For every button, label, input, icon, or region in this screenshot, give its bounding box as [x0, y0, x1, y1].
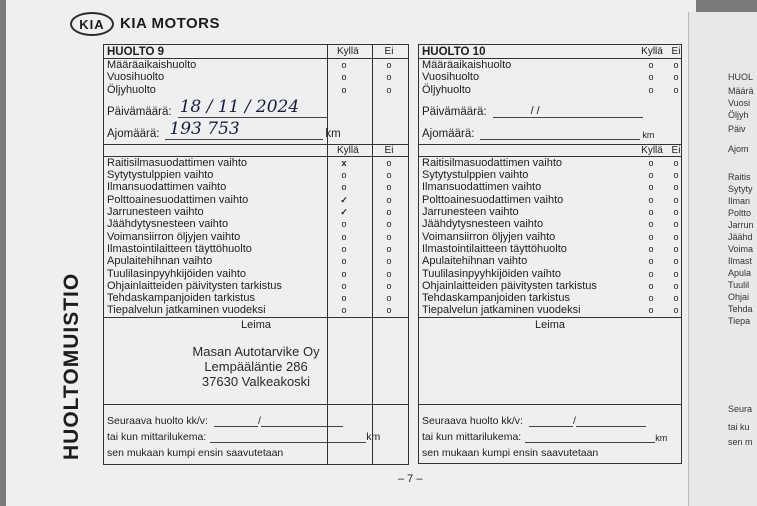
km-unit: km	[325, 127, 341, 140]
service-10-tasks	[419, 157, 681, 317]
service-9-panel	[103, 44, 409, 465]
next-mileage-field[interactable]	[210, 433, 366, 443]
task-row	[104, 194, 408, 206]
no-checkbox[interactable]: o	[673, 293, 679, 304]
next-service-row	[107, 411, 405, 427]
task-row	[104, 255, 408, 267]
edge-label: Öljyh	[728, 110, 749, 120]
no-checkbox[interactable]: o	[673, 280, 679, 291]
mileage-field	[104, 118, 408, 140]
no-checkbox[interactable]: o	[386, 231, 392, 242]
tasks-header	[419, 144, 681, 157]
no-checkbox[interactable]: o	[386, 60, 392, 70]
row-label: Jäähdytysnesteen vaihto	[422, 218, 544, 231]
edge-label: Seura	[728, 404, 753, 414]
no-header: Ei	[671, 144, 681, 156]
edge-label: Ilmast	[728, 256, 753, 266]
no-checkbox[interactable]: o	[386, 280, 392, 291]
mileage-line[interactable]	[480, 126, 640, 140]
mileage-label: Ajomäärä:	[422, 127, 475, 140]
row-label: Tehdaskampanjoiden tarkistus	[107, 292, 255, 305]
edge-label: Tehda	[728, 304, 753, 314]
yes-checkbox[interactable]: o	[341, 231, 347, 242]
row-label: Vuosihuolto	[422, 71, 480, 84]
no-checkbox[interactable]: o	[673, 256, 679, 267]
slash: /	[257, 414, 261, 427]
date-slashes: / /	[530, 104, 540, 117]
yes-checkbox[interactable]: o	[341, 280, 347, 291]
yes-checkbox[interactable]: o	[648, 293, 654, 304]
yes-checkbox[interactable]: o	[341, 72, 347, 83]
stamp-line-1: Masan Autotarvike Oy	[192, 343, 320, 359]
no-checkbox[interactable]: o	[673, 207, 679, 218]
next-month-field[interactable]	[214, 417, 258, 427]
task-row	[419, 280, 681, 292]
yes-checkbox[interactable]: o	[648, 305, 654, 316]
slash: /	[572, 414, 576, 427]
edge-label: sen m	[728, 437, 753, 447]
check-row	[419, 71, 681, 83]
service-10-checks	[419, 59, 681, 96]
service-9-tasks	[104, 157, 408, 317]
row-label: Ilmansuodattimen vaihto	[422, 181, 542, 194]
yes-checkbox[interactable]: o	[648, 182, 654, 193]
no-checkbox[interactable]: o	[386, 219, 392, 230]
km-unit: km	[642, 129, 655, 140]
task-row	[419, 194, 681, 206]
edge-label: Sytyty	[728, 184, 753, 194]
date-label: Päivämäärä:	[422, 105, 487, 118]
next-service-section	[104, 404, 408, 459]
task-row	[419, 268, 681, 280]
task-row	[419, 218, 681, 230]
stamp-label: Leima	[535, 318, 565, 331]
task-row	[104, 169, 408, 181]
edge-label: Tuulil	[728, 280, 750, 290]
no-checkbox[interactable]: o	[386, 170, 392, 181]
task-row	[104, 181, 408, 193]
edge-label: HUOL	[728, 72, 754, 82]
edge-label: Ajom	[728, 144, 749, 154]
stamp-line-2: Lempääläntie 286	[204, 358, 308, 374]
edge-label: Poltto	[728, 208, 752, 218]
yes-checkbox[interactable]: o	[341, 305, 347, 316]
or-mileage-row	[107, 427, 405, 443]
check-row	[104, 71, 408, 83]
yes-checkbox[interactable]: o	[648, 243, 654, 254]
yes-checkbox[interactable]: ✓	[340, 194, 348, 205]
service-10-panel	[418, 44, 682, 464]
next-year-field[interactable]	[576, 417, 646, 427]
no-checkbox[interactable]: o	[673, 194, 679, 205]
stamp-label: Leima	[241, 318, 271, 331]
yes-checkbox[interactable]: o	[341, 84, 347, 95]
no-checkbox[interactable]: o	[673, 84, 679, 95]
page-number: – 7 –	[398, 473, 423, 485]
service-10-header	[419, 45, 681, 59]
edge-label: Apula	[728, 268, 752, 278]
yes-checkbox[interactable]: ✓	[340, 207, 348, 218]
task-row	[104, 268, 408, 280]
whichever-text: sen mukaan kumpi ensin saavutetaan	[107, 446, 284, 459]
workshop-stamp	[104, 344, 408, 389]
edge-label: Tiepa	[728, 316, 751, 326]
task-row	[104, 304, 408, 316]
no-checkbox[interactable]: o	[673, 219, 679, 230]
no-checkbox[interactable]: o	[386, 207, 392, 218]
row-label: Öljyhuolto	[107, 83, 156, 96]
yes-checkbox[interactable]: o	[648, 157, 654, 168]
no-checkbox[interactable]: o	[386, 268, 392, 279]
task-row	[104, 206, 408, 218]
row-label: Tiepalvelun jatkaminen vuodeksi	[422, 304, 581, 317]
no-checkbox[interactable]: o	[386, 84, 392, 95]
yes-checkbox[interactable]: o	[648, 60, 654, 70]
row-label: Apulaitehihnan vaihto	[422, 255, 528, 268]
no-header: Ei	[384, 144, 394, 156]
row-label: Polttoainesuodattimen vaihto	[107, 193, 249, 206]
yes-checkbox[interactable]: o	[648, 72, 654, 83]
row-label: Tiepalvelun jatkaminen vuodeksi	[107, 304, 266, 317]
row-label: Öljyhuolto	[422, 83, 471, 96]
date-line	[493, 104, 643, 118]
row-label: Sytytystulppien vaihto	[107, 169, 214, 182]
row-label: Määräaikaishuolto	[422, 59, 512, 71]
task-row	[104, 280, 408, 292]
edge-label: Raitis	[728, 172, 751, 182]
no-checkbox[interactable]: o	[673, 243, 679, 254]
yes-checkbox[interactable]: o	[341, 219, 347, 230]
task-row	[419, 243, 681, 255]
no-header: Ei	[384, 46, 394, 57]
yes-checkbox[interactable]: o	[648, 219, 654, 230]
no-checkbox[interactable]: o	[386, 305, 392, 316]
row-label: Polttoainesuodattimen vaihto	[422, 193, 564, 206]
task-row	[419, 292, 681, 304]
edge-label: Päiv	[728, 124, 746, 134]
yes-checkbox[interactable]: o	[341, 182, 347, 193]
edge-label: Jarrun	[728, 220, 754, 230]
no-checkbox[interactable]: o	[673, 157, 679, 168]
no-checkbox[interactable]: o	[673, 60, 679, 70]
service-9-title: HUOLTO 9	[107, 46, 165, 58]
check-row	[419, 84, 681, 96]
yes-checkbox[interactable]: o	[341, 60, 347, 70]
date-label: Päivämäärä:	[107, 105, 172, 118]
yes-checkbox[interactable]: o	[341, 170, 347, 181]
task-row	[104, 218, 408, 230]
row-label: Sytytystulppien vaihto	[422, 169, 529, 182]
task-row	[419, 304, 681, 316]
date-line	[178, 96, 328, 118]
row-label: Tuulilasinpyyhkijöiden vaihto	[422, 267, 562, 280]
row-label: Ohjainlaitteiden päivitysten tarkistus	[422, 279, 597, 292]
mileage-line	[165, 118, 323, 140]
row-label: Tuulilasinpyyhkijöiden vaihto	[107, 267, 247, 280]
edge-label: Voima	[728, 244, 754, 254]
next-service-row	[422, 411, 678, 427]
row-label: Määräaikaishuolto	[107, 59, 197, 71]
stamp-area	[419, 317, 681, 404]
row-label: Jäähdytysnesteen vaihto	[107, 218, 229, 231]
no-checkbox[interactable]: o	[386, 243, 392, 254]
yes-header: Kyllä	[641, 144, 663, 156]
next-service-label: Seuraava huolto kk/v:	[107, 414, 208, 427]
or-mileage-label: tai kun mittarilukema:	[107, 430, 207, 443]
row-label: Apulaitehihnan vaihto	[107, 255, 213, 268]
yes-checkbox[interactable]: o	[648, 84, 654, 95]
next-service-label: Seuraava huolto kk/v:	[422, 414, 523, 427]
yes-checkbox[interactable]: o	[341, 293, 347, 304]
edge-label: tai ku	[728, 422, 750, 432]
yes-checkbox[interactable]: o	[648, 194, 654, 205]
no-checkbox[interactable]: o	[673, 170, 679, 181]
task-row	[419, 169, 681, 181]
yes-checkbox[interactable]: o	[341, 243, 347, 254]
edge-label: Vuosi	[728, 98, 751, 108]
row-label: Ilmastointilaitteen täyttöhuolto	[422, 242, 567, 255]
mileage-value[interactable]: 193 753	[169, 118, 240, 139]
date-field	[419, 96, 681, 118]
yes-checkbox[interactable]: o	[648, 170, 654, 181]
side-title: HUOLTOMUISTIO	[60, 272, 83, 460]
no-checkbox[interactable]: o	[673, 72, 679, 83]
task-row	[419, 181, 681, 193]
no-checkbox[interactable]: o	[673, 305, 679, 316]
whichever-row	[107, 443, 405, 459]
edge-label: Jäähd	[728, 232, 753, 242]
no-checkbox[interactable]: o	[673, 182, 679, 193]
task-row	[104, 292, 408, 304]
tasks-header	[104, 144, 408, 157]
stamp-line-3: 37630 Valkeakoski	[201, 373, 311, 389]
no-checkbox[interactable]: o	[386, 256, 392, 267]
yes-checkbox[interactable]: o	[648, 256, 654, 267]
mileage-field	[419, 118, 681, 140]
or-mileage-row	[422, 427, 678, 443]
yes-header: Kyllä	[337, 46, 359, 57]
task-row	[419, 255, 681, 267]
row-label: Jarrunesteen vaihto	[422, 206, 519, 219]
check-row	[419, 59, 681, 71]
next-service-section	[419, 404, 681, 459]
no-checkbox[interactable]: o	[673, 268, 679, 279]
edge-label: Ilman	[728, 196, 751, 206]
check-row	[104, 84, 408, 96]
row-label: Ilmastointilaitteen täyttöhuolto	[107, 242, 252, 255]
stamp-area	[104, 317, 408, 404]
yes-header: Kyllä	[641, 46, 663, 57]
yes-checkbox[interactable]: o	[341, 268, 347, 279]
service-10-title: HUOLTO 10	[422, 46, 486, 58]
mileage-label: Ajomäärä:	[107, 127, 160, 140]
next-mileage-field[interactable]	[525, 433, 655, 443]
row-label: Voimansiirron öljyjen vaihto	[422, 230, 556, 243]
yes-checkbox[interactable]: x	[341, 157, 347, 168]
km-unit: km	[366, 430, 381, 443]
yes-checkbox[interactable]: o	[648, 231, 654, 242]
check-row	[104, 59, 408, 71]
no-checkbox[interactable]: o	[386, 72, 392, 83]
row-label: Ilmansuodattimen vaihto	[107, 181, 227, 194]
yes-checkbox[interactable]: o	[648, 280, 654, 291]
next-year-field[interactable]	[261, 417, 343, 427]
km-unit: km	[655, 432, 668, 443]
edge-label: Ohjai	[728, 292, 750, 302]
row-label: Raitisilmasuodattimen vaihto	[422, 156, 563, 169]
next-month-field[interactable]	[529, 417, 573, 427]
yes-header: Kyllä	[337, 144, 359, 156]
task-row	[419, 157, 681, 169]
kia-logo	[70, 12, 114, 36]
no-checkbox[interactable]: o	[386, 194, 392, 205]
no-checkbox[interactable]: o	[386, 182, 392, 193]
service-9-checks	[104, 59, 408, 96]
brand-name: KIA MOTORS	[120, 15, 221, 32]
task-row	[104, 243, 408, 255]
date-value[interactable]: 18 / 11 / 2024	[179, 96, 300, 117]
row-label: Voimansiirron öljyjen vaihto	[107, 230, 241, 243]
or-mileage-label: tai kun mittarilukema:	[422, 430, 522, 443]
task-row	[419, 206, 681, 218]
row-label: Tehdaskampanjoiden tarkistus	[422, 292, 570, 305]
service-9-header	[104, 45, 408, 59]
task-row	[419, 231, 681, 243]
row-label: Vuosihuolto	[107, 71, 165, 84]
no-checkbox[interactable]: o	[673, 231, 679, 242]
task-row	[104, 231, 408, 243]
row-label: Ohjainlaitteiden päivitysten tarkistus	[107, 279, 282, 292]
yes-checkbox[interactable]: o	[648, 268, 654, 279]
whichever-row	[422, 443, 678, 459]
row-label: Jarrunesteen vaihto	[107, 206, 204, 219]
no-header: Ei	[671, 46, 681, 57]
whichever-text: sen mukaan kumpi ensin saavutetaan	[422, 446, 599, 459]
yes-checkbox[interactable]: o	[341, 256, 347, 267]
no-checkbox[interactable]: o	[386, 293, 392, 304]
task-row	[104, 157, 408, 169]
edge-label: Määrä	[728, 86, 754, 96]
yes-checkbox[interactable]: o	[648, 207, 654, 218]
row-label: Raitisilmasuodattimen vaihto	[107, 156, 248, 169]
no-checkbox[interactable]: o	[386, 157, 392, 168]
logo-text: KIA	[79, 16, 105, 32]
date-field	[104, 96, 408, 118]
